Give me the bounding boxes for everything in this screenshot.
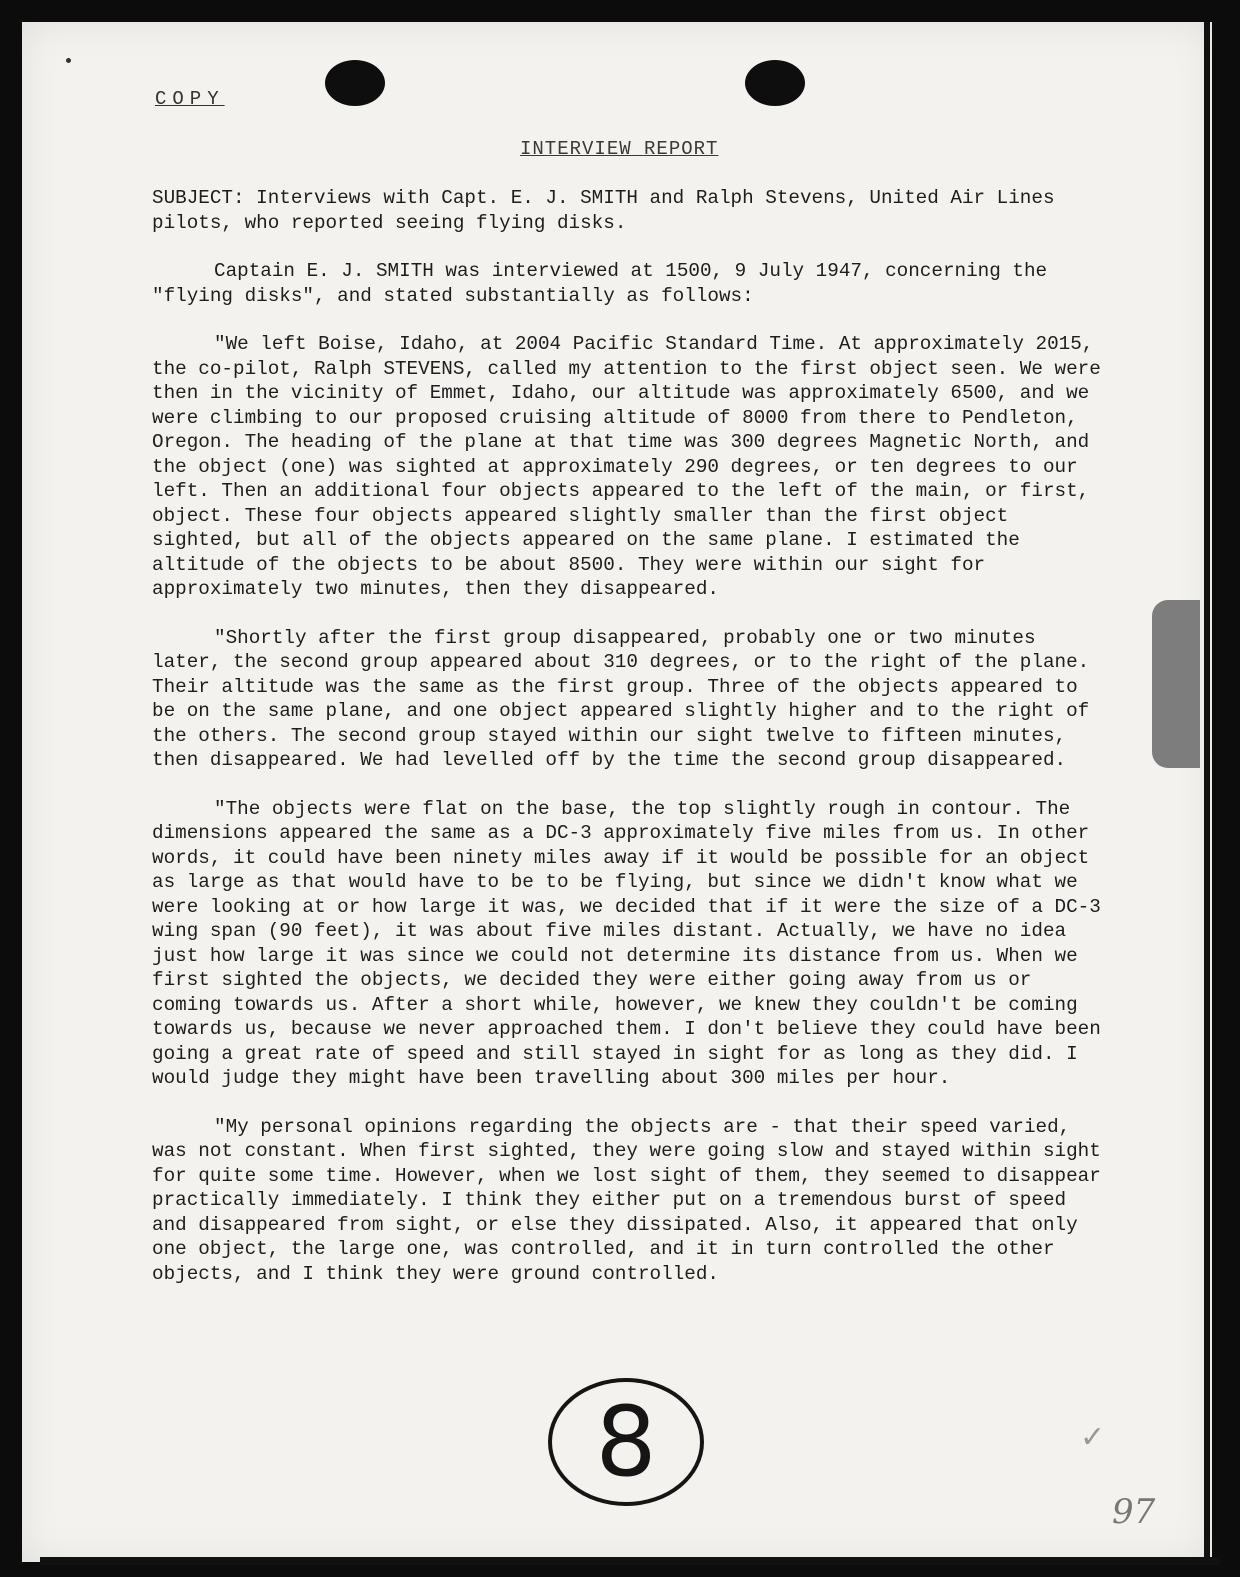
- check-mark-icon: ✓: [1080, 1420, 1106, 1455]
- ink-speck: [66, 58, 71, 63]
- report-title: INTERVIEW REPORT: [520, 138, 719, 160]
- statement-paragraph-3: "The objects were flat on the base, the top slightly rough in contour. The dimensions appeared the same as a DC-3 approximately five miles from us. In other words, it could have been ninety miles away if it would be possible for an object as large as that would have to be to be flying, but since we didn't know what we were looking at or how large it was, we decided that if it were the size of a DC-3 wing span (90 feet), it was about five miles distant. Actually, we have no idea just how large it was since we could not determine its distance from us. When we first sighted the objects, we decided they were either going away from us or coming towards us. After a short while, however, we knew they couldn't be coming towards us, because we never approached them. I don't believe they could have been going a great rate of speed and still stayed in sight for as long as they did. I would judge they might have been travelling about 300 miles per hour.: [152, 797, 1101, 1089]
- subject-paragraph: SUBJECT: Interviews with Capt. E. J. SMITH and Ralph Stevens, United Air Lines pilots, who reported seeing flying disks.: [152, 187, 1055, 234]
- handwritten-page-number: 97: [1112, 1492, 1156, 1532]
- punch-hole-left: [325, 60, 385, 106]
- copy-stamp: COPY: [155, 88, 225, 110]
- statement-paragraph-1: "We left Boise, Idaho, at 2004 Pacific Standard Time. At approximately 2015, the co-pilot, Ralph STEVENS, called my attention to the first object seen. We were then in the vicinity of Emmet, Idaho, our altitude was approximately 6500, and we were climbing to our proposed cruising altitude of 8000 from there to Pendleton, Oregon. The heading of the plane at that time was 300 degrees Magnetic North, and the object (one) was sighted at approximately 290 degrees, or ten degrees to our left. Then an additional four objects appeared to the left of the main, or first, object. These four objects appeared slightly smaller than the first object sighted, but all of the objects appeared on the same plane. I estimated the altitude of the objects to be about 8500. They were within our sight for approximately two minutes, then they disappeared.: [152, 333, 1101, 600]
- scan-edge-bottom: [40, 1557, 1220, 1565]
- scan-edge-right: [1204, 22, 1210, 1562]
- punch-hole-right: [745, 60, 805, 106]
- report-body: [152, 186, 1112, 1310]
- page-tab: [1152, 600, 1200, 768]
- statement-paragraph-4: "My personal opinions regarding the objects are - that their speed varied, was not constant. When first sighted, they were going slow and stayed within sight for quite some time. However, when we lost sight of them, they seemed to disappear practically immediately. I think they either put on a tremendous burst of speed and disappeared from sight, or else they dissipated. Also, it appeared that only one object, the large one, was controlled, and it in turn controlled the other objects, and I think they were ground controlled.: [152, 1115, 1101, 1285]
- circled-number-annotation: 8: [548, 1378, 704, 1506]
- intro-paragraph: Captain E. J. SMITH was interviewed at 1500, 9 July 1947, concerning the "flying disks", and stated substantially as follows:: [152, 260, 1048, 307]
- statement-paragraph-2: "Shortly after the first group disappeared, probably one or two minutes later, the second group appeared about 310 degrees, or to the right of the plane. Their altitude was the same as the first group. Three of the objects appeared to be on the same plane, and one object appeared slightly higher and to the right of the others. The second group stayed within our sight twelve to fifteen minutes, then disappeared. We had levelled off by the time the second group disappeared.: [152, 626, 1090, 771]
